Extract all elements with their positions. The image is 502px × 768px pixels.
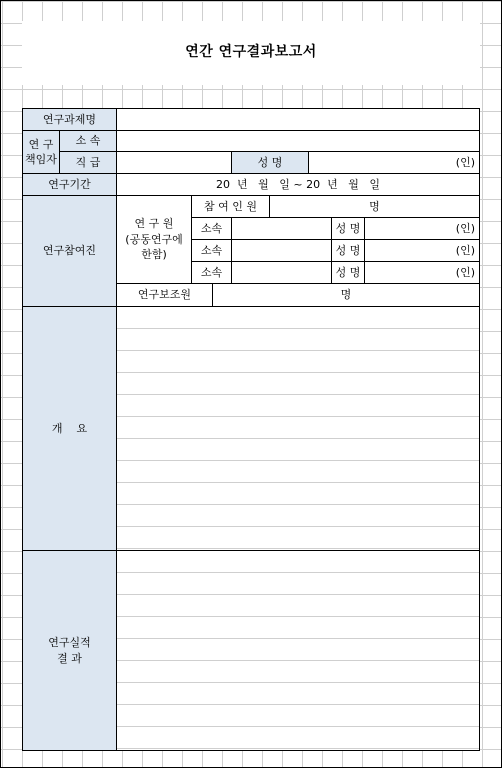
member-1-affiliation-label: 소속: [192, 218, 232, 240]
member-3-affiliation-label: 소속: [192, 262, 232, 284]
project-name-field[interactable]: [117, 108, 480, 131]
participants-label: 연구참여진: [22, 196, 117, 307]
assistant-label: 연구보조원: [117, 284, 213, 307]
research-period-label: 연구기간: [22, 174, 117, 196]
name-label: 성 명: [232, 152, 309, 174]
project-name-label: 연구과제명: [22, 108, 117, 131]
principal-researcher-label: [22, 131, 60, 174]
overview-label: 개 요: [22, 307, 117, 551]
member-3-name-label: 성 명: [332, 262, 365, 284]
participant-count-label: 참 여 인 원: [192, 196, 270, 218]
member-3-name-field[interactable]: [365, 262, 480, 284]
title-band: [22, 21, 480, 85]
assistant-count-field[interactable]: [213, 284, 480, 307]
results-field[interactable]: [117, 551, 480, 751]
research-period-field[interactable]: 20 년 월 일 ~ 20 년 월 일: [117, 174, 480, 196]
seal-mark: (인): [455, 155, 475, 169]
member-1-seal-mark: (인): [455, 221, 475, 235]
results-label: 연구실적 결 과: [22, 551, 117, 751]
member-2-name-label: 성 명: [332, 240, 365, 262]
member-3-affiliation-field[interactable]: [232, 262, 332, 284]
member-1-affiliation-field[interactable]: [232, 218, 332, 240]
document-title: 연간 연구결과보고서: [185, 44, 317, 60]
member-3-seal-mark: (인): [455, 265, 475, 279]
assistant-count-unit: 명: [340, 288, 352, 302]
affiliation-label: 소 속: [60, 131, 117, 152]
overview-field[interactable]: [117, 307, 480, 551]
position-label: 직 급: [60, 152, 117, 174]
member-2-seal-mark: (인): [455, 243, 475, 257]
principal-researcher-label-line2: 책임자: [25, 153, 57, 166]
principal-researcher-label-line1: 연 구: [28, 137, 54, 151]
affiliation-field[interactable]: [117, 131, 480, 152]
member-2-name-field[interactable]: [365, 240, 480, 262]
member-1-name-field[interactable]: [365, 218, 480, 240]
researcher-group-label: 연 구 원 (공동연구에 한함): [117, 196, 192, 284]
member-2-affiliation-field[interactable]: [232, 240, 332, 262]
report-form: [22, 108, 480, 751]
member-1-name-label: 성 명: [332, 218, 365, 240]
participant-count-field[interactable]: [270, 196, 480, 218]
name-field[interactable]: [309, 152, 480, 174]
position-field[interactable]: [117, 152, 232, 174]
participant-count-unit: 명: [369, 199, 380, 213]
member-2-affiliation-label: 소속: [192, 240, 232, 262]
